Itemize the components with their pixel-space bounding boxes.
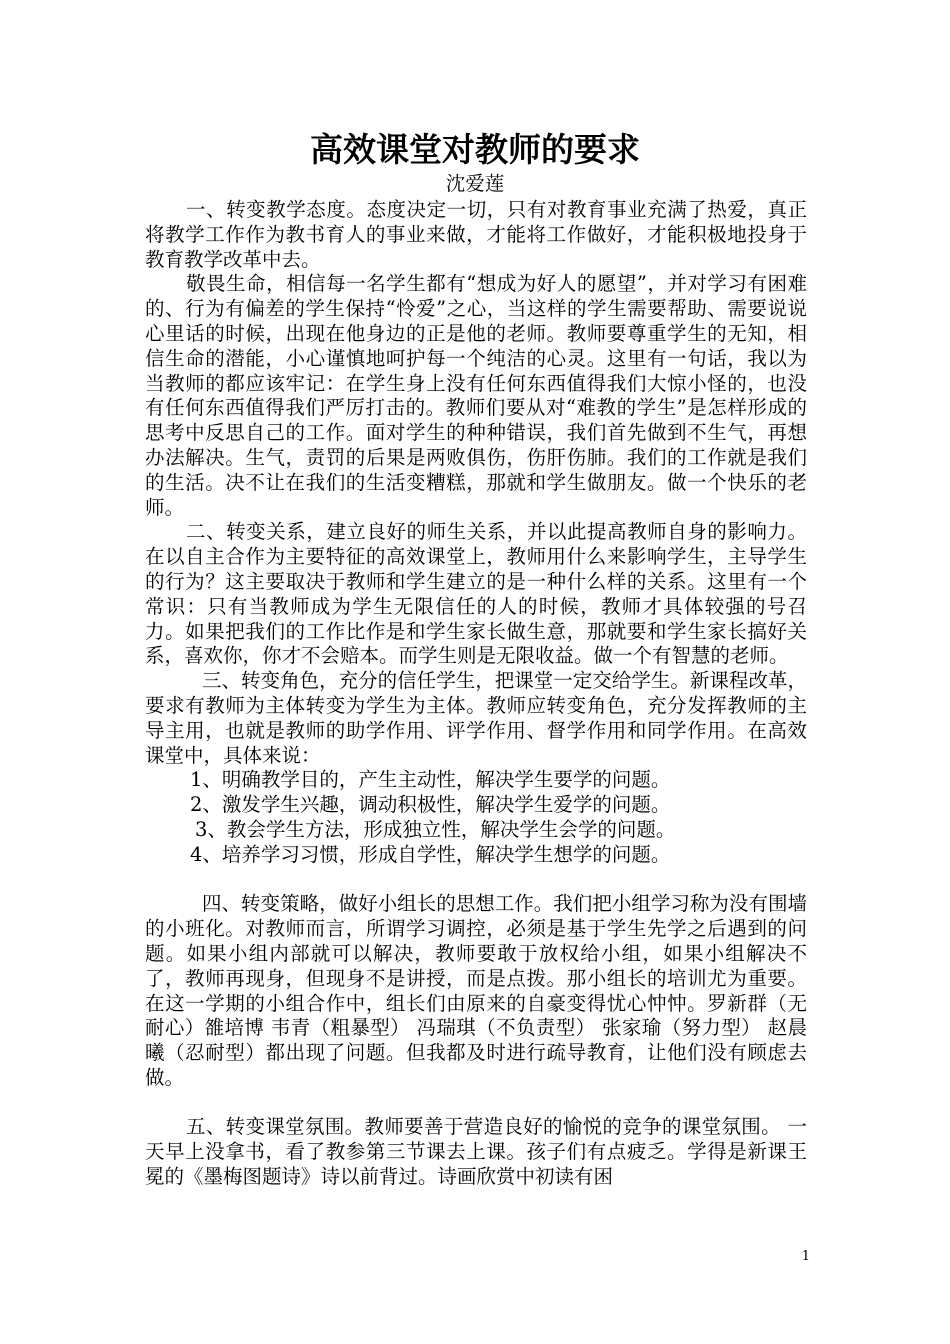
paragraph-5: 四、转变策略，做好小组长的思想工作。我们把小组学习称为没有围墙的小班化。对教师而言，所谓学习调控，必须是基于学生先学之后遇到的问题。如果小组内部就可以解决，教师要敢于放权给小组，如果小组解决不了，教师再现身，但现身不是讲授，而是点拨。那小组长的培训尤为重要。在这一学期的小组合作中，组长们由原来的自豪变得忧心忡忡。罗新群（无耐心）雒培博 韦青（粗暴型） 冯瑞琪（不负责型） 张家瑜（努力型） 赵晨曦（忍耐型）都出现了问题。但我都及时进行疏导教育，让他们没有顾虑去做。 [145,892,807,1089]
paragraph-3: 二、转变关系，建立良好的师生关系，并以此提高教师自身的影响力。在以自主合作为主要特征的高效课堂上，教师用什么来影响学生，主导学生的行为？这主要取决于教师和学生建立的是一种什么样的关系。这里有一个常识：只有当教师成为学生无限信任的人的时候，教师才具体较强的号召力。如果把我们的工作比作是和学生家长做生意，那就要和学生家长搞好关系，喜欢你，你才不会赔本。而学生则是无限收益。做一个有智慧的老师。 [145,520,807,668]
page-number: 1 [801,1249,810,1264]
document-title: 高效课堂对教师的要求 [310,130,640,169]
paragraph-1: 一、转变教学态度。态度决定一切，只有对教育事业充满了热爱，真正将教学工作作为教书育人的事业来做，才能将工作做好，才能积极地投身于教育教学改革中去。 [145,198,807,271]
author-name: 沈爱莲 [445,172,505,195]
list-item-2: 2、激发学生兴趣，调动积极性，解决学生爱学的问题。 [190,793,671,817]
paragraph-6: 五、转变课堂氛围。教师要善于营造良好的愉悦的竞争的课堂氛围。 一天早上没拿书，看了教参第三节课去上课。孩子们有点疲乏。学得是新课王冕的《墨梅图题诗》诗以前背过。诗画欣赏中初读有困 [145,1115,807,1189]
blank-line [145,1091,807,1116]
paragraph-2: 敬畏生命，相信每一名学生都有“想成为好人的愿望”，并对学习有困难的、行为有偏差的学生保持“怜爱”之心，当这样的学生需要帮助、需要说说心里话的时候，出现在他身边的正是他的老师。教师要尊重学生的无知，相信生命的潜能，小心谨慎地呵护每一个纯洁的心灵。这里有一句话，我以为当教师的都应该牢记：在学生身上没有任何东西值得我们大惊小怪的，也没有任何东西值得我们严厉打击的。教师们要从对“难教的学生”是怎样形成的思考中反思自己的工作。面对学生的种种错误，我们首先做到不生气，再想办法解决。生气，责罚的后果是两败俱伤，伤肝伤肺。我们的工作就是我们的生活。决不让在我们的生活变糟糕，那就和学生做朋友。做一个快乐的老师。 [145,272,807,519]
list-item-1: 1、明确教学目的，产生主动性，解决学生要学的问题。 [190,768,671,792]
list-item-4: 4、培养学习习惯，形成自学性，解决学生想学的问题。 [190,842,671,866]
document-body [145,198,807,1190]
list-item-3: 3、教会学生方法，形成独立性，解决学生会学的问题。 [195,817,676,841]
blank-line [145,868,807,893]
paragraph-4: 三、转变角色，充分的信任学生，把课堂一定交给学生。新课程改革，要求有教师为主体转变为学生为主体。教师应转变角色，充分发挥教师的主导主用，也就是教师的助学作用、评学作用、督学作用和同学作用。在高效课堂中，具体来说： [145,669,807,767]
